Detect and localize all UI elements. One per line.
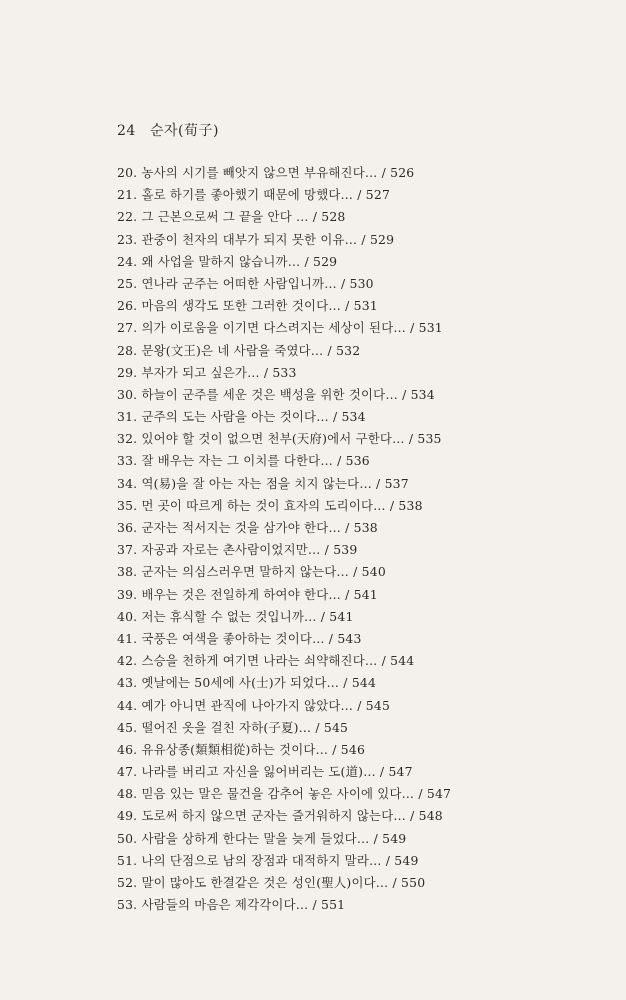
- toc-entry: [117, 184, 597, 206]
- toc-entry-page: 551: [321, 897, 346, 913]
- toc-entry-title: 배우는 것은 전일하게 하여야 한다…: [141, 586, 341, 602]
- toc-entry: [117, 229, 597, 251]
- toc-entry-title: 그 근본으로써 그 끝을 안다 …: [141, 209, 309, 225]
- toc-entry-separator: /: [385, 497, 399, 513]
- toc-entry: [117, 362, 597, 384]
- toc-entry-separator: /: [320, 542, 334, 558]
- toc-entry-number: 27.: [117, 320, 138, 336]
- toc-entry-title: 있어야 할 것이 없으면 천부(天府)에서 구한다…: [141, 431, 405, 447]
- toc-entry-separator: /: [404, 431, 418, 447]
- toc-entry-separator: /: [328, 409, 342, 425]
- toc-entry: [117, 695, 597, 717]
- toc-entry-number: 42.: [117, 653, 138, 669]
- toc-entry-page: 531: [353, 298, 378, 314]
- toc-entry-number: 29.: [117, 364, 138, 380]
- toc-entry-title: 도로써 하지 않으면 군자는 즐거워하지 않는다…: [141, 808, 406, 824]
- toc-entry-page: 527: [365, 187, 391, 203]
- toc-entry-title: 믿음 있는 말은 물건을 감추어 놓은 사이에 있다…: [141, 786, 415, 802]
- running-head: [117, 120, 219, 140]
- toc-entry-page: 538: [353, 520, 378, 535]
- toc-entry: [117, 628, 597, 650]
- toc-entry-separator: /: [340, 520, 354, 535]
- toc-entry: [117, 650, 597, 672]
- toc-entry-separator: /: [353, 187, 366, 203]
- toc-entry-number: 20.: [117, 165, 138, 180]
- toc-entry-number: 31.: [117, 409, 138, 425]
- toc-entry: [117, 517, 597, 539]
- toc-entry-page: 526: [390, 165, 415, 180]
- toc-entry-title: 나라를 버리고 자신을 잃어버리는 도(道)…: [141, 764, 376, 780]
- toc-entry-title: 군자는 적서지는 것을 삼가야 한다…: [141, 520, 341, 535]
- toc-entry-separator: /: [357, 231, 370, 247]
- toc-entry-page: 544: [351, 675, 377, 691]
- toc-entry-page: 540: [361, 564, 386, 580]
- toc-entry-separator: /: [377, 653, 391, 669]
- toc-entry-number: 49.: [117, 808, 138, 824]
- toc-entry-title: 떨어진 옷을 걸친 자하(子夏)…: [141, 719, 312, 735]
- toc-entry-title: 사람들의 마음은 제각각이다…: [141, 897, 309, 913]
- toc-entry-title: 옛날에는 50세에 사(士)가 되었다…: [141, 675, 340, 691]
- page-number: 24: [117, 123, 136, 139]
- toc-entry-page: 538: [398, 497, 423, 513]
- toc-entry-number: 50.: [117, 830, 138, 846]
- toc-entry-title: 부자가 되고 싶은가…: [141, 364, 260, 380]
- toc-entry-separator: /: [339, 675, 352, 691]
- toc-entry-title: 문왕(文王)은 네 사람을 죽였다…: [141, 342, 324, 358]
- toc-entry: [117, 739, 597, 761]
- toc-entry-separator: /: [340, 298, 354, 314]
- toc-entry: [117, 672, 597, 694]
- toc-entry-page: 535: [417, 431, 442, 447]
- toc-entry-title: 홀로 하기를 좋아했기 때문에 망했다…: [141, 187, 354, 203]
- toc-entry-separator: /: [324, 630, 338, 646]
- toc-entry: [117, 340, 597, 362]
- toc-entry-page: 545: [323, 719, 349, 735]
- toc-entry-separator: /: [336, 275, 350, 291]
- toc-entry-page: 544: [390, 653, 415, 669]
- toc-entry-page: 541: [329, 608, 354, 624]
- toc-entry: [117, 251, 597, 273]
- toc-entry-separator: /: [311, 719, 324, 735]
- toc-entry-title: 연나라 군주는 어떠한 사람입니까…: [141, 275, 337, 291]
- toc-entry-separator: /: [405, 320, 419, 336]
- toc-entry: [117, 894, 597, 916]
- toc-entry-number: 21.: [117, 187, 138, 203]
- toc-entry: [117, 717, 597, 739]
- toc-entry-separator: /: [397, 386, 411, 402]
- toc-entry-page: 530: [349, 275, 374, 291]
- toc-entry-number: 35.: [117, 497, 138, 513]
- toc-entry-separator: /: [377, 165, 391, 180]
- toc-entry-page: 532: [336, 342, 361, 358]
- toc-entry-separator: /: [340, 586, 354, 602]
- toc-entry-page: 546: [340, 741, 366, 757]
- toc-entry: [117, 584, 597, 606]
- toc-entry-number: 46.: [117, 741, 138, 757]
- toc-entry-separator: /: [259, 364, 273, 380]
- table-of-contents: [117, 162, 597, 916]
- toc-entry-title: 자공과 자로는 촌사람이었지만…: [141, 542, 321, 558]
- toc-entry: [117, 539, 597, 561]
- toc-entry-title: 농사의 시기를 빼앗지 않으면 부유해진다…: [141, 165, 378, 180]
- toc-entry-page: 549: [394, 852, 419, 868]
- toc-entry-separator: /: [316, 608, 330, 624]
- running-title: 순자(荀子): [149, 123, 219, 139]
- toc-entry-page: 528: [321, 209, 346, 225]
- toc-entry-number: 53.: [117, 897, 138, 913]
- toc-entry-page: 541: [353, 586, 378, 602]
- toc-entry-number: 23.: [117, 231, 138, 247]
- toc-entry-page: 549: [382, 830, 407, 846]
- toc-entry-number: 36.: [117, 520, 138, 535]
- toc-entry-title: 군자는 의심스러우면 말하지 않는다…: [141, 564, 349, 580]
- toc-entry-separator: /: [353, 697, 366, 713]
- toc-entry-title: 사람을 상하게 한다는 말을 늦게 들었다…: [141, 830, 370, 846]
- toc-entry-number: 47.: [117, 764, 138, 780]
- toc-entry-separator: /: [308, 209, 322, 225]
- toc-entry-number: 30.: [117, 386, 138, 402]
- toc-entry: [117, 317, 597, 339]
- toc-entry-page: 529: [312, 253, 338, 269]
- toc-entry-number: 45.: [117, 719, 138, 735]
- toc-entry: [117, 406, 597, 428]
- toc-entry-page: 531: [418, 320, 443, 336]
- toc-entry-title: 마음의 생각도 또한 그러한 것이다…: [141, 298, 341, 314]
- toc-entry-number: 52.: [117, 875, 138, 890]
- toc-entry-separator: /: [371, 475, 385, 491]
- toc-entry-title: 먼 곳이 따르게 하는 것이 효자의 도리이다…: [141, 497, 386, 513]
- toc-entry-title: 말이 많아도 한결같은 것은 성인(聖人)이다…: [141, 875, 389, 890]
- toc-entry-number: 25.: [117, 275, 138, 291]
- toc-entry-separator: /: [323, 342, 337, 358]
- toc-entry-title: 국풍은 여색을 좋아하는 것이다…: [141, 630, 325, 646]
- toc-entry-number: 37.: [117, 542, 138, 558]
- toc-entry-title: 잘 배우는 자는 그 이치를 다한다…: [141, 453, 333, 469]
- toc-entry-page: 533: [272, 364, 297, 380]
- toc-entry: [117, 295, 597, 317]
- toc-entry-number: 28.: [117, 342, 138, 358]
- toc-entry: [117, 561, 597, 583]
- toc-entry: [117, 450, 597, 472]
- toc-entry-number: 38.: [117, 564, 138, 580]
- toc-entry-separator: /: [375, 764, 389, 780]
- toc-entry-separator: /: [349, 564, 362, 580]
- toc-entry-separator: /: [369, 830, 383, 846]
- toc-entry: [117, 384, 597, 406]
- toc-entry-title: 스승을 천하게 여기면 나라는 쇠약해진다…: [141, 653, 378, 669]
- toc-entry-title: 저는 휴식할 수 없는 것입니까…: [141, 608, 317, 624]
- toc-entry-number: 32.: [117, 431, 138, 447]
- toc-entry: [117, 473, 597, 495]
- toc-entry-page: 534: [341, 409, 366, 425]
- toc-entry-page: 548: [418, 808, 443, 824]
- toc-entry-separator: /: [328, 741, 341, 757]
- toc-entry: [117, 828, 597, 850]
- toc-entry: [117, 273, 597, 295]
- toc-entry-separator: /: [381, 852, 395, 868]
- toc-entry-separator: /: [308, 897, 322, 913]
- toc-entry-title: 관중이 천자의 대부가 되지 못한 이유…: [141, 231, 358, 247]
- toc-entry-title: 왜 사업을 말하지 않습니까…: [141, 253, 301, 269]
- toc-entry-number: 26.: [117, 298, 138, 314]
- toc-entry-page: 547: [426, 786, 452, 802]
- toc-entry: [117, 761, 597, 783]
- toc-entry-separator: /: [300, 253, 313, 269]
- toc-entry: [117, 495, 597, 517]
- toc-entry-number: 24.: [117, 253, 138, 269]
- toc-entry: [117, 872, 597, 894]
- toc-entry: [117, 428, 597, 450]
- toc-entry-number: 40.: [117, 608, 138, 624]
- toc-entry-number: 34.: [117, 475, 138, 491]
- toc-entry-page: 536: [345, 453, 370, 469]
- toc-entry-page: 539: [333, 542, 358, 558]
- toc-entry-title: 유유상종(類類相從)하는 것이다…: [141, 741, 329, 757]
- toc-entry-number: 43.: [117, 675, 138, 691]
- toc-entry-separator: /: [388, 875, 402, 890]
- toc-entry: [117, 206, 597, 228]
- toc-entry-title: 군주의 도는 사람을 아는 것이다…: [141, 409, 329, 425]
- toc-entry-page: 545: [365, 697, 391, 713]
- toc-entry-title: 예가 아니면 관직에 나아가지 않았다…: [141, 697, 354, 713]
- toc-entry: [117, 783, 597, 805]
- toc-entry-page: 550: [401, 875, 426, 890]
- toc-entry-separator: /: [405, 808, 419, 824]
- toc-entry-separator: /: [332, 453, 346, 469]
- toc-entry: [117, 805, 597, 827]
- toc-entry-title: 의가 이로움을 이기면 다스려지는 세상이 된다…: [141, 320, 406, 336]
- toc-entry-page: 534: [410, 386, 435, 402]
- toc-entry-number: 33.: [117, 453, 138, 469]
- toc-entry-page: 529: [369, 231, 395, 247]
- toc-entry-number: 39.: [117, 586, 138, 602]
- toc-entry-page: 547: [388, 764, 413, 780]
- toc-entry-page: 537: [384, 475, 409, 491]
- toc-entry-title: 하늘이 군주를 세운 것은 백성을 위한 것이다…: [141, 386, 398, 402]
- toc-entry-title: 나의 단점으로 남의 장점과 대적하지 말라…: [141, 852, 382, 868]
- toc-entry: [117, 850, 597, 872]
- toc-entry-number: 51.: [117, 852, 138, 868]
- toc-entry: [117, 162, 597, 184]
- toc-entry-number: 48.: [117, 786, 138, 802]
- toc-entry: [117, 606, 597, 628]
- toc-entry-page: 543: [337, 630, 362, 646]
- toc-entry-separator: /: [414, 786, 427, 802]
- toc-entry-number: 22.: [117, 209, 138, 225]
- toc-entry-title: 역(易)을 잘 아는 자는 점을 치지 않는다…: [141, 475, 372, 491]
- toc-entry-number: 41.: [117, 630, 138, 646]
- toc-entry-number: 44.: [117, 697, 138, 713]
